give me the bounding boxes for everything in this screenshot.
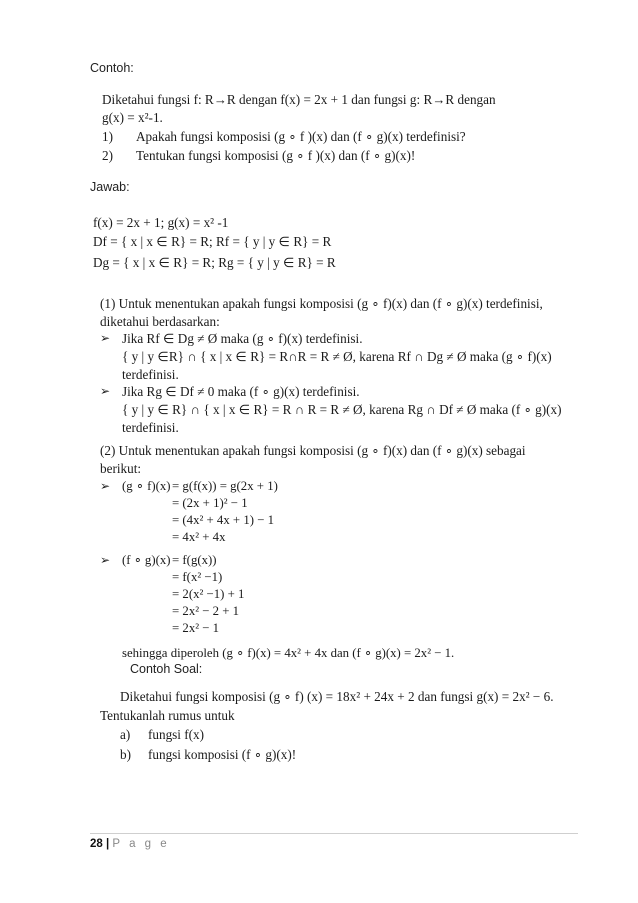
- conclusion: sehingga diperoleh (g ∘ f)(x) = 4x² + 4x dan (f ∘ g)(x) = 2x² − 1.: [122, 646, 455, 660]
- jawab-label: Jawab:: [90, 180, 130, 194]
- gf-step: = 4x² + 4x: [172, 530, 226, 544]
- jawab-line-3: Dg = { x | x ∈ R} = R; Rg = { y | y ∈ R} = R: [93, 255, 336, 270]
- footer-divider: [90, 833, 578, 834]
- jawab-line-2: Df = { x | x ∈ R} = R; Rf = { y | y ∈ R} = R: [93, 234, 332, 249]
- question-2-number: 2): [102, 148, 113, 163]
- part1-b2-line-1: Jika Rg ∈ Df ≠ 0 maka (f ∘ g)(x) terdefinisi.: [122, 384, 360, 399]
- jawab-line-1: f(x) = 2x + 1; g(x) = x² -1: [93, 215, 229, 230]
- gf-step: = g(f(x)) = g(2x + 1): [172, 479, 278, 493]
- part1-b2-line-2: { y | y ∈ R} ∩ { x | x ∈ R} = R ∩ R = R ≠ Ø, karena Rg ∩ Df ≠ Ø maka (f ∘ g)(x): [122, 402, 562, 417]
- part2-heading-2: berikut:: [100, 461, 142, 476]
- soal-a: fungsi f(x): [148, 727, 205, 742]
- part1-b1-line-2: { y | y ∈R} ∩ { x | x ∈ R} = R∩R = R ≠ Ø, karena Rf ∩ Dg ≠ Ø maka (g ∘ f)(x): [122, 349, 552, 364]
- footer-separator: |: [106, 838, 110, 850]
- page-number: 28: [90, 838, 103, 850]
- part2-heading-1: (2) Untuk menentukan apakah fungsi komposisi (g ∘ f)(x) dan (f ∘ g)(x) sebagai: [100, 443, 526, 458]
- contoh-line-2: g(x) = x²-1.: [102, 110, 163, 125]
- fg-step: = 2x² − 1: [172, 621, 220, 635]
- fg-step: = f(g(x)): [172, 553, 217, 567]
- soal-b-number: b): [120, 747, 131, 762]
- question-1: Apakah fungsi komposisi (g ∘ f )(x) dan (f ∘ g)(x) terdefinisi?: [136, 129, 466, 144]
- bullet-arrow-icon: ➢: [100, 479, 111, 493]
- contoh-soal-label: Contoh Soal:: [130, 662, 203, 676]
- fg-lhs: (f ∘ g)(x): [122, 553, 171, 567]
- bullet-arrow-icon: ➢: [100, 384, 111, 398]
- contoh-label: Contoh:: [90, 61, 134, 75]
- bullet-arrow-icon: ➢: [100, 553, 111, 567]
- page-word: P a g e: [112, 838, 170, 850]
- page-footer: [90, 838, 170, 850]
- part1-b2-line-3: terdefinisi.: [122, 420, 179, 435]
- fg-step: = f(x² −1): [172, 570, 223, 584]
- part1-b1-line-1: Jika Rf ∈ Dg ≠ Ø maka (g ∘ f)(x) terdefinisi.: [122, 331, 363, 346]
- question-2: Tentukan fungsi komposisi (g ∘ f )(x) dan (f ∘ g)(x)!: [136, 148, 416, 163]
- bullet-arrow-icon: ➢: [100, 331, 111, 345]
- question-1-number: 1): [102, 129, 113, 144]
- part1-b1-line-3: terdefinisi.: [122, 367, 179, 382]
- contoh-line-1: Diketahui fungsi f: R→R dengan f(x) = 2x + 1 dan fungsi g: R→R dengan: [102, 92, 496, 107]
- gf-step: = (4x² + 4x + 1) − 1: [172, 513, 275, 527]
- soal-line-2: Tentukanlah rumus untuk: [100, 708, 235, 723]
- gf-step: = (2x + 1)² − 1: [172, 496, 248, 510]
- part1-heading-1: (1) Untuk menentukan apakah fungsi komposisi (g ∘ f)(x) dan (f ∘ g)(x) terdefinisi,: [100, 296, 543, 311]
- fg-step: = 2x² − 2 + 1: [172, 604, 240, 618]
- soal-a-number: a): [120, 727, 131, 742]
- part1-heading-2: diketahui berdasarkan:: [100, 314, 220, 329]
- fg-step: = 2(x² −1) + 1: [172, 587, 245, 601]
- soal-b: fungsi komposisi (f ∘ g)(x)!: [148, 747, 297, 762]
- gf-lhs: (g ∘ f)(x): [122, 479, 171, 493]
- soal-line-1: Diketahui fungsi komposisi (g ∘ f) (x) = 18x² + 24x + 2 dan fungsi g(x) = 2x² − 6.: [120, 689, 554, 704]
